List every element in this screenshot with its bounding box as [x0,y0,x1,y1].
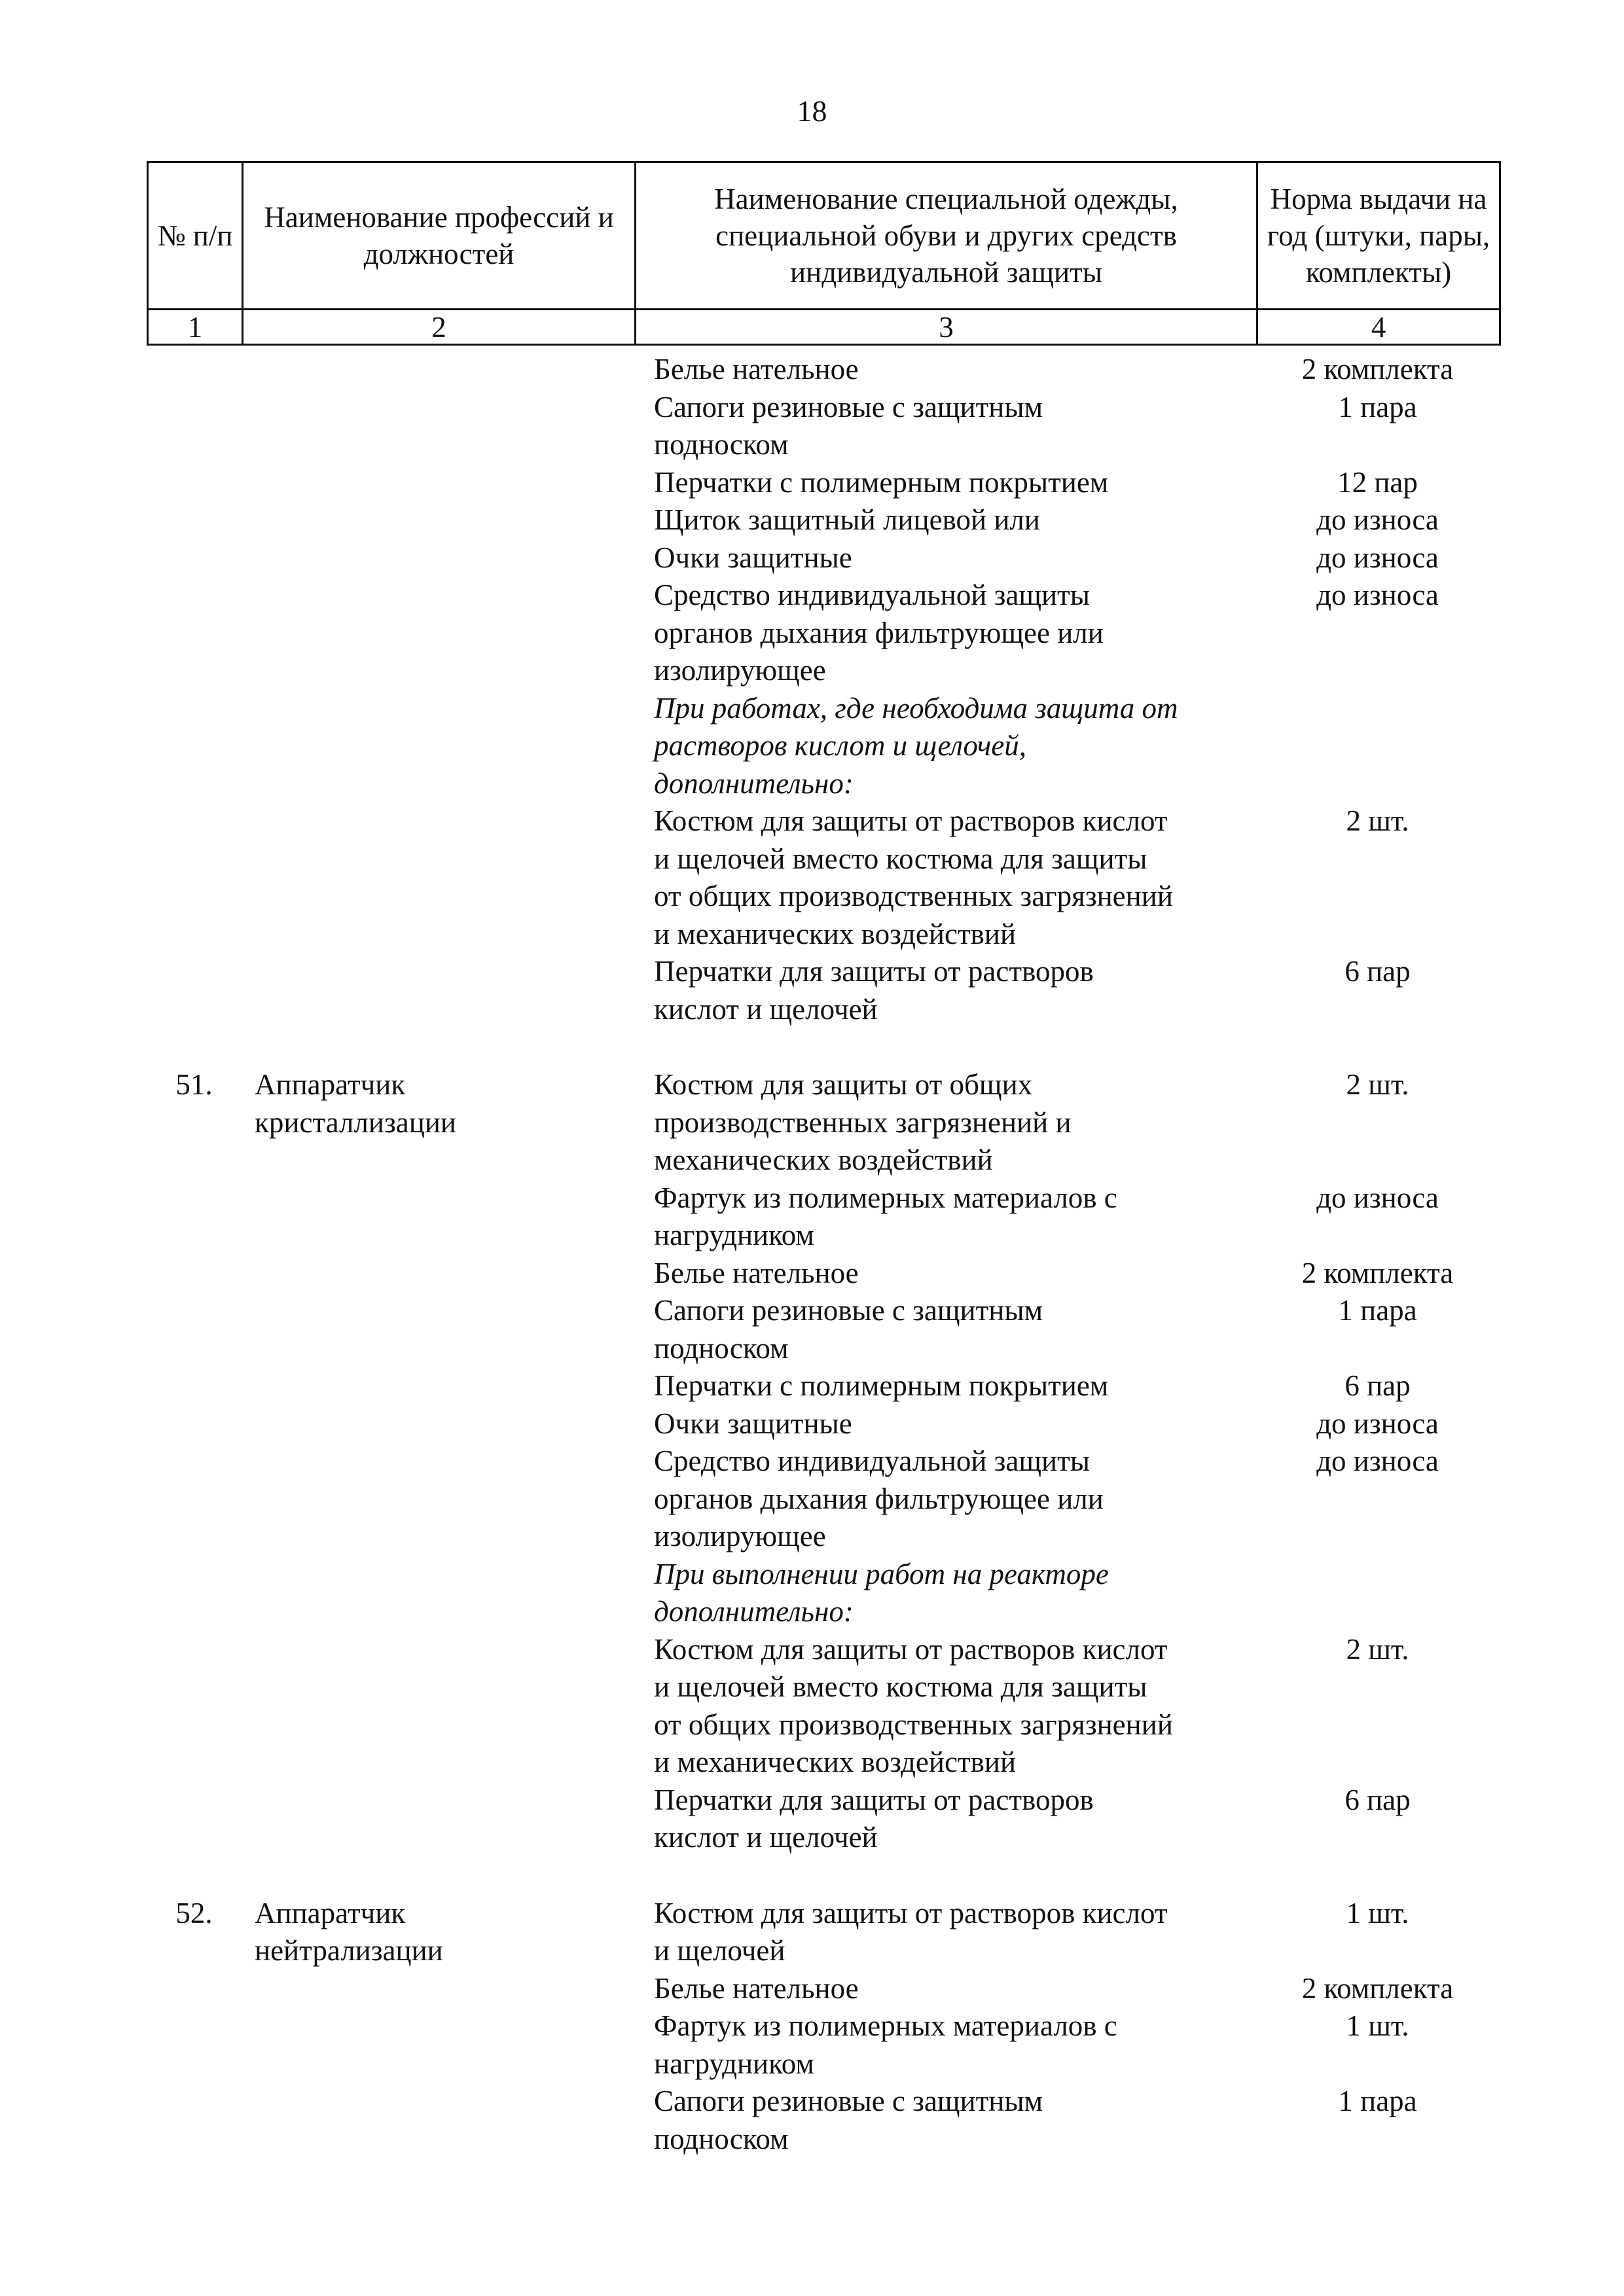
equipment-item [634,2083,1256,2158]
header-num-3: 3 [636,310,1257,345]
header-col-norm: Норма выдачи на год (штуки, пары, комплекты) [1257,162,1500,310]
profession-name [242,1556,634,1631]
header-col-item: Наименование специальной одежды, специальной обуви и других средств индивидуальной защиты [636,162,1257,310]
issue-norm: 2 шт. [1346,804,1409,837]
item-line: органов дыхания фильтрующее или [654,616,1104,649]
equipment-item [634,1367,1256,1405]
item-line: от общих производственных загрязнений [654,880,1173,912]
issue-norm: 6 пар [1344,1369,1411,1402]
equipment-item [634,1782,1256,1857]
profession-name [242,953,634,1028]
item-line: Перчатки для защиты от растворов [654,1783,1094,1816]
item-line: Сапоги резиновые с защитным [654,1294,1043,1327]
equipment-item [634,1179,1256,1255]
row-number [147,1443,242,1556]
table-row [147,1556,1499,1631]
row-number [147,1782,242,1857]
row-number [147,690,242,803]
issue-norm: 2 комплекта [1301,353,1454,386]
issue-norm [1256,690,1499,803]
item-line: изолирующее [654,654,826,687]
table-row [147,1782,1499,1857]
table-row [147,464,1499,502]
item-line: Сапоги резиновые с защитным [654,2085,1043,2117]
issue-norm: 6 пар [1344,1783,1411,1816]
header-col-number: № п/п [148,162,243,310]
row-number [147,1367,242,1405]
equipment-item [634,1405,1256,1443]
table-row [147,501,1499,539]
item-line: и щелочей [654,1934,785,1967]
row-number [147,1631,242,1782]
equipment-item [634,1292,1256,1367]
item-line: Фартук из полимерных материалов с [654,2009,1117,2042]
profession-name [242,1255,634,1293]
table-row [147,2083,1499,2158]
item-line: Костюм для защиты от общих [654,1068,1033,1101]
profession-name [242,577,634,690]
equipment-item [634,802,1256,953]
item-line: нагрудником [654,2047,814,2080]
issue-norm: до износа [1316,1444,1439,1477]
issue-norm: 6 пар [1344,955,1411,988]
table-row [147,1179,1499,1255]
equipment-item [634,389,1256,464]
item-line: от общих производственных загрязнений [654,1708,1173,1741]
profession-name [242,2007,634,2083]
profession-name [242,1443,634,1556]
header-num-4: 4 [1257,310,1500,345]
profession-name [242,1970,634,2008]
row-number [147,1556,242,1631]
issue-norm: 1 шт. [1346,2009,1409,2042]
issue-norm: 1 пара [1338,1294,1417,1327]
item-line: При работах, где необходима защита от [654,691,1178,725]
item-line: Костюм для защиты от растворов кислот [654,804,1168,837]
profession-line: Аппаратчик [255,1896,406,1929]
table-row [147,1443,1499,1556]
group-spacer [147,1857,1499,1895]
table-row [147,690,1499,803]
item-line: Костюм для защиты от растворов кислот [654,1632,1168,1666]
equipment-item [634,2007,1256,2083]
table-row [147,1292,1499,1367]
profession-name [242,1405,634,1443]
table-row [147,1255,1499,1293]
table-body [147,351,1499,2158]
item-line: и механических воздействий [654,917,1017,950]
profession-name [242,1367,634,1405]
item-line: кислот и щелочей [654,992,878,1026]
item-line: Очки защитные [654,541,852,574]
item-line: и щелочей вместо костюма для защиты [654,842,1147,875]
table-row [147,953,1499,1028]
page-number: 18 [797,94,827,128]
header-num-1: 1 [148,310,243,345]
equipment-item [634,1255,1256,1293]
issue-norm: до износа [1316,579,1439,611]
profession-name [242,1179,634,1255]
item-line: Средство индивидуальной защиты [654,1444,1091,1477]
row-number [147,577,242,690]
profession-name [242,464,634,502]
item-line: нагрудником [654,1219,814,1251]
issue-norm [1256,1556,1499,1631]
item-line: При выполнении работ на реакторе [654,1557,1109,1590]
profession-line: кристаллизации [255,1105,456,1139]
item-line: Фартук из полимерных материалов с [654,1181,1117,1214]
item-line: и механических воздействий [654,1746,1017,1778]
issue-norm: до износа [1316,503,1439,536]
table-row [147,2007,1499,2083]
table-row [147,1895,1499,1970]
profession-name [242,802,634,953]
item-line: дополнительно: [654,1595,854,1628]
profession-name [242,501,634,539]
issue-norm: до износа [1316,1407,1439,1440]
issue-norm: 2 комплекта [1301,1971,1454,2005]
table-row [147,577,1499,690]
profession-name [242,1895,634,1970]
issue-norm: 2 комплекта [1301,1256,1454,1289]
row-number [147,2007,242,2083]
item-line: Средство индивидуальной защиты [654,579,1091,611]
row-number [147,2083,242,2158]
equipment-item [634,1631,1256,1782]
row-number [147,351,242,389]
item-line: Перчатки для защиты от растворов [654,955,1094,988]
equipment-item [634,464,1256,502]
table-row [147,539,1499,577]
profession-name [242,1782,634,1857]
item-line: подноском [654,428,789,461]
header-col-profession: Наименование профессий и должностей [243,162,636,310]
table-row [147,1405,1499,1443]
issue-norm: 1 пара [1338,390,1417,423]
table-row [147,351,1499,389]
row-number [147,1970,242,2008]
profession-name [242,2083,634,2158]
table-row [147,1367,1499,1405]
equipment-item [634,1970,1256,2008]
item-line: Белье нательное [654,1256,859,1289]
row-number [147,464,242,502]
item-line: Белье нательное [654,353,859,386]
header-num-2: 2 [243,310,636,345]
condition-note [634,690,1256,803]
table-row [147,1066,1499,1179]
item-line: подноском [654,1331,789,1365]
equipment-item [634,577,1256,690]
equipment-item [634,1443,1256,1556]
row-number [147,501,242,539]
item-line: изолирующее [654,1520,826,1552]
profession-name [242,1292,634,1367]
item-line: производственных загрязнений и [654,1105,1072,1139]
row-number [147,1405,242,1443]
item-line: растворов кислот и щелочей, [654,729,1027,762]
row-number [147,1292,242,1367]
equipment-item [634,351,1256,389]
item-line: подноском [654,2122,789,2155]
item-line: кислот и щелочей [654,1821,878,1854]
table-row [147,1631,1499,1782]
equipment-item [634,1066,1256,1179]
profession-name [242,389,634,464]
profession-line: Аппаратчик [255,1068,406,1101]
profession-name [242,690,634,803]
issue-norm: 2 шт. [1346,1632,1409,1666]
row-number [147,1255,242,1293]
row-number [147,1179,242,1255]
row-number [147,389,242,464]
row-number [147,953,242,1028]
issue-norm: 1 шт. [1346,1896,1409,1929]
issue-norm: до износа [1316,541,1439,574]
profession-name [242,1066,634,1179]
row-number [147,802,242,953]
table-header [147,161,1501,346]
equipment-item [634,953,1256,1028]
item-line: механических воздействий [654,1143,993,1176]
item-line: Очки защитные [654,1407,852,1440]
item-line: Перчатки с полимерным покрытием [654,1369,1109,1402]
equipment-item [634,1895,1256,1970]
profession-line: нейтрализации [255,1934,443,1967]
profession-name [242,539,634,577]
item-line: Костюм для защиты от растворов кислот [654,1896,1168,1929]
item-line: Щиток защитный лицевой или [654,503,1040,536]
row-number: 52. [175,1896,213,1929]
issue-norm: 1 пара [1338,2085,1417,2117]
issue-norm: 2 шт. [1346,1068,1409,1101]
table-row [147,1970,1499,2008]
equipment-item [634,501,1256,539]
issue-norm: 12 пар [1337,465,1418,499]
table-row [147,802,1499,953]
group-spacer [147,1028,1499,1066]
item-line: Перчатки с полимерным покрытием [654,465,1109,499]
item-line: Белье нательное [654,1971,859,2005]
table-row [147,389,1499,464]
item-line: и щелочей вместо костюма для защиты [654,1670,1147,1703]
condition-note [634,1556,1256,1631]
profession-name [242,351,634,389]
issue-norm: до износа [1316,1181,1439,1214]
item-line: органов дыхания фильтрующее или [654,1482,1104,1515]
item-line: дополнительно: [654,766,854,800]
row-number [147,539,242,577]
item-line: Сапоги резиновые с защитным [654,390,1043,423]
row-number: 51. [175,1068,213,1101]
equipment-item [634,539,1256,577]
profession-name [242,1631,634,1782]
